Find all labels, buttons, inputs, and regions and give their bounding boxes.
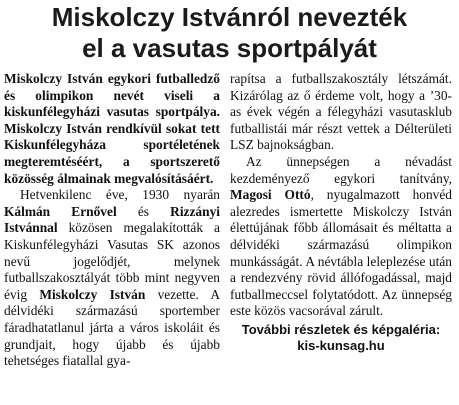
person-name: Rizzányi Istvánnal	[4, 203, 220, 236]
text-segment: vezette. A délvidéki származású sportember fáradhatatlanul járta a város iskoláit és grundjait, hogy újabb és újabb tehetséges fiatallal gya-	[4, 286, 221, 369]
text-segment: és	[116, 203, 171, 219]
text-segment: Az ünnepségen a névadást kezdeményező egykori tanítvány,	[230, 153, 452, 186]
person-name: Magosi Ottó	[230, 187, 311, 203]
left-column	[4, 71, 220, 370]
headline	[0, 2, 459, 64]
right-column	[230, 71, 452, 354]
body-paragraph-2	[230, 154, 452, 320]
lead-paragraph: Miskolczy István egykori futballedző és olimpikon nevét viseli a kiskunfélegyházi vasutas sportpálya. Miskolczy István rendkívül sokat tett Kiskunfélegyháza sportéletének megteremtéséért, a sportszerető közösség álmainak megvalósításáért.	[4, 71, 220, 186]
text-segment: Hetvenkilenc éve, 1930 nyarán	[20, 187, 220, 203]
website-link[interactable]: kis-kunsag.hu	[297, 337, 385, 353]
headline-line-1: Miskolczy Istvánról nevezték	[51, 2, 408, 32]
body-paragraph-1-continued: rapítsa a futballszakosztály létszámát. Kizárólag az ő érdeme volt, hogy a ’30-as évek végén a félegyházi vasutasklub futballistái már részt vettek a Délterületi LSZ bajnokságban.	[230, 71, 452, 153]
person-name: Miskolczy István	[39, 286, 146, 302]
person-name: Kálmán Ernővel	[4, 203, 117, 219]
headline-line-2: el a vasutas sportpályát	[82, 33, 377, 63]
more-info-label: További részletek és képgaléria:	[241, 321, 441, 337]
text-segment: , nyugalmazott honvéd alezredes ismertette Miskolczy István élettújának főbb állomásait és méltatta a délvidéki származású olimpikon munkásságát. A névtábla leleplezése után a rendezvény rövid állófogadással, majd futballmeccsel folytatódott. Az ünnepség este közös vacsorával zárult.	[230, 187, 452, 319]
body-paragraph-1	[4, 187, 220, 370]
text-segment: közösen megalakították a Kiskunfélegyházi Vasutas SK azonos nevű jogelődjét, melynek futballszakosztályát több mint negyven évig	[4, 220, 220, 302]
more-info-note	[230, 322, 452, 354]
